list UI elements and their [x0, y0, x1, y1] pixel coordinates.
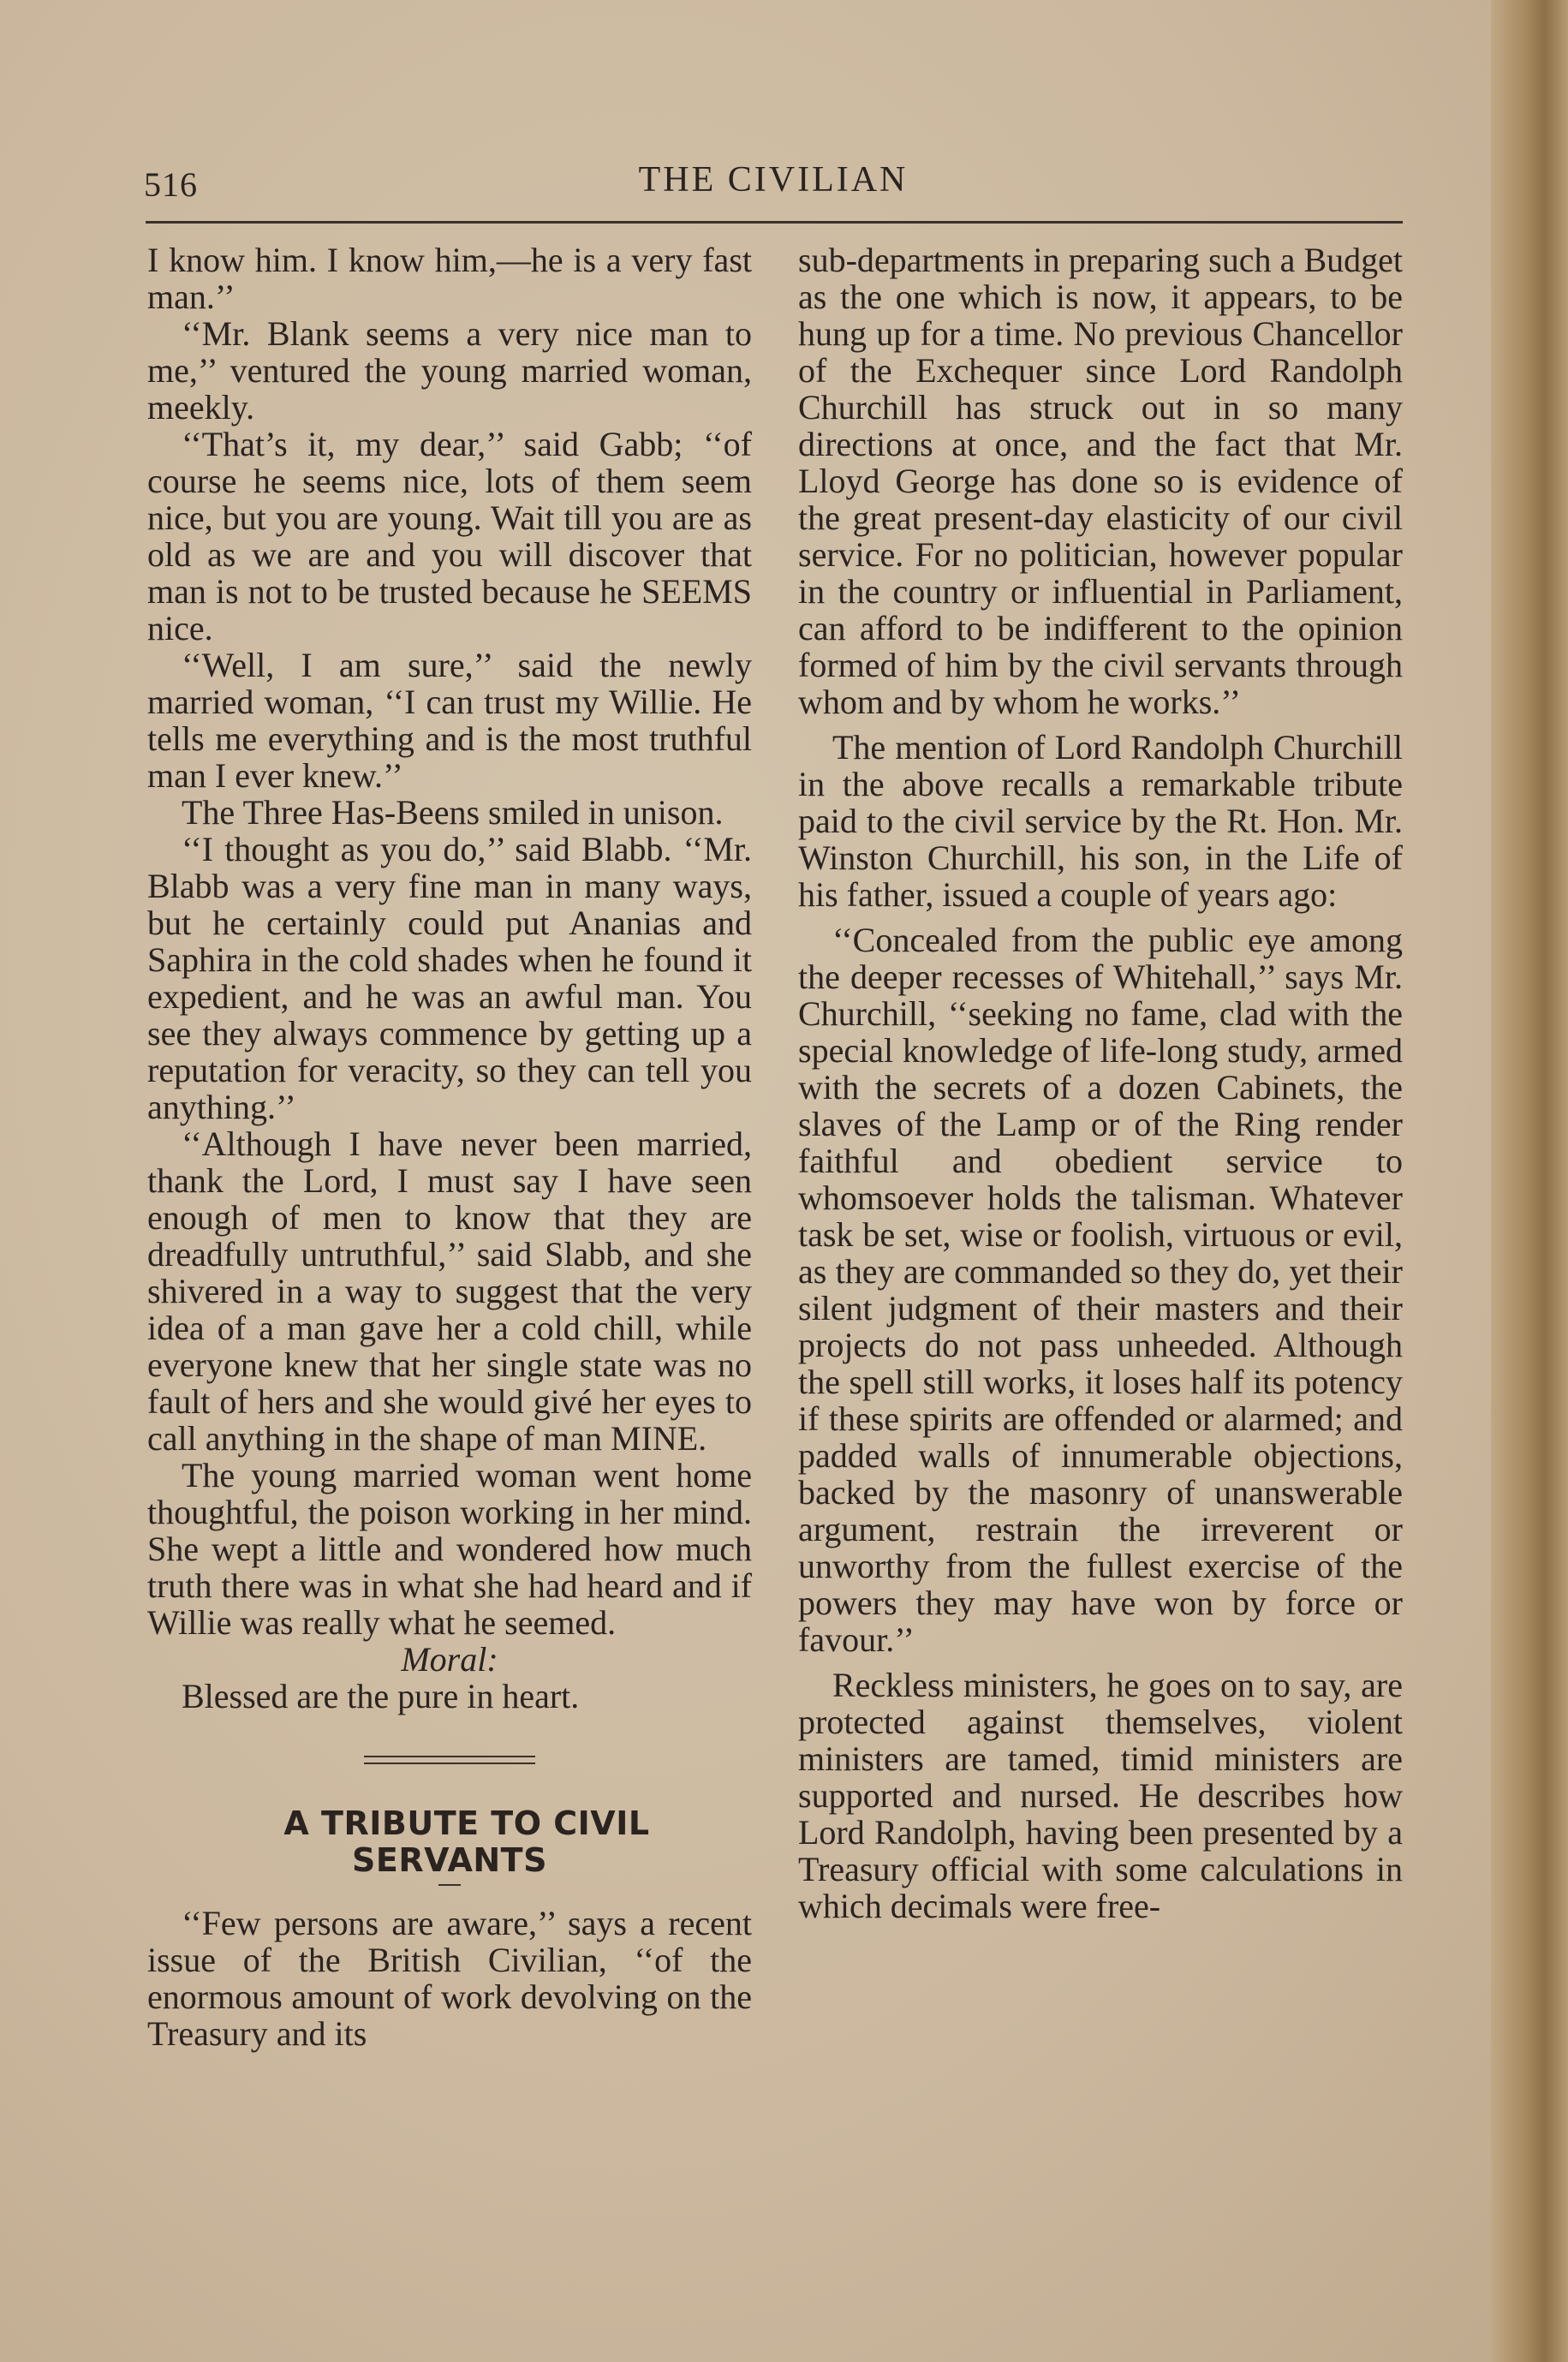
page-header: [144, 156, 1403, 207]
paragraph: I know him. I know him,—he is a very fast man.’’: [147, 241, 752, 316]
running-title: THE CIVILIAN: [638, 160, 909, 200]
book-spine-edge: [1491, 0, 1568, 2362]
title-dash: [438, 1884, 461, 1886]
page-number: 516: [144, 165, 198, 204]
paragraph: Reckless ministers, he goes on to say, are protected against themselves, violent ministers are tamed, timid ministers are supported and nursed. He describes how Lord Randolph, having been presented by a Treasury official with some calculations in which decimals were free-: [798, 1666, 1403, 1925]
moral-label: Moral:: [401, 1640, 498, 1679]
paragraph: The Three Has-Beens smiled in unison.: [182, 793, 724, 832]
paragraph: ‘‘Well, I am sure,’’ said the newly married woman, ‘‘I can trust my Willie. He tells me everything and is the most truthful man I ever knew.’’: [147, 646, 752, 795]
paragraph: ‘‘Mr. Blank seems a very nice man to me,’’ ventured the young married woman, meekly.: [147, 314, 752, 426]
paragraph: ‘‘Although I have never been married, thank the Lord, I must say I have seen enough of men to know that they are dreadfully untruthful,’’ said Slabb, and she shivered in a way to suggest that the very idea of a man gave her a cold chill, while everyone knew that her single state was no fault of hers and she would givé her eyes to call anything in the shape of man MINE.: [147, 1124, 752, 1458]
paragraph: ‘‘I thought as you do,’’ said Blabb. ‘‘Mr. Blabb was a very fine man in many ways, but he certainly could put Ananias and Saphira in the cold shades when he found it expedient, and he was an awful man. You see they always commence by getting up a reputation for veracity, so they can tell you anything.’’: [147, 830, 752, 1126]
paragraph: ‘‘Concealed from the public eye among the deeper recesses of Whitehall,’’ says Mr. Churchill, ‘‘seeking no fame, clad with the special knowledge of life-long study, armed with the secrets of a dozen Cabinets, the slaves of the Lamp or of the Ring render faithful and obedient service to whomsoever holds the talisman. Whatever task be set, wise or foolish, virtuous or evil, as they are commanded so they do, yet their silent judgment of their masters and their projects do not pass unheeded. Although the spell still works, it loses half its potency if these spirits are offended or alarmed; and padded walls of innumerable objections, backed by the masonry of unanswerable argument, restrain the irreverent or unworthy from the fullest exercise of the powers they may have won by force or favour.’’: [798, 921, 1403, 1659]
paragraph: The mention of Lord Randolph Churchill in the above recalls a remarkable tribute paid to the civil service by the Rt. Hon. Mr. Winston Churchill, his son, in the Life of his father, issued a couple of years ago:: [798, 728, 1403, 914]
section-divider: [364, 1756, 535, 1764]
left-column: [147, 242, 752, 2052]
moral-text: Blessed are the pure in heart.: [182, 1677, 580, 1715]
header-rule: [146, 221, 1403, 224]
right-column: [798, 242, 1403, 1924]
paragraph: ‘‘That’s it, my dear,’’ said Gabb; ‘‘of course he seems nice, lots of them seem nice, but you are young. Wait till you are as old as we are and you will discover that man is not to be trusted because he SEEMS nice.: [147, 425, 752, 647]
paragraph: sub-departments in preparing such a Budget as the one which is now, it appears, to be hung up for a time. No previous Chancellor of the Exchequer since Lord Randolph Churchill has struck out in so many directions at once, and the fact that Mr. Lloyd George has done so is evidence of the great present-day elasticity of our civil service. For no politician, however popular in the country or influential in Parliament, can afford to be indifferent to the opinion formed of him by the civil servants through whom and by whom he works.’’: [798, 241, 1403, 721]
paragraph: The young married woman went home thoughtful, the poison working in her mind. She wept a little and wondered how much truth there was in what she had heard and if Willie was really what he seemed.: [147, 1456, 752, 1642]
paragraph: ‘‘Few persons are aware,’’ says a recent issue of the British Civilian, ‘‘of the enormous amount of work devolving on the Treasury and its: [147, 1904, 752, 2053]
section-title: A TRIBUTE TO CIVIL SERVANTS: [283, 1804, 650, 1879]
